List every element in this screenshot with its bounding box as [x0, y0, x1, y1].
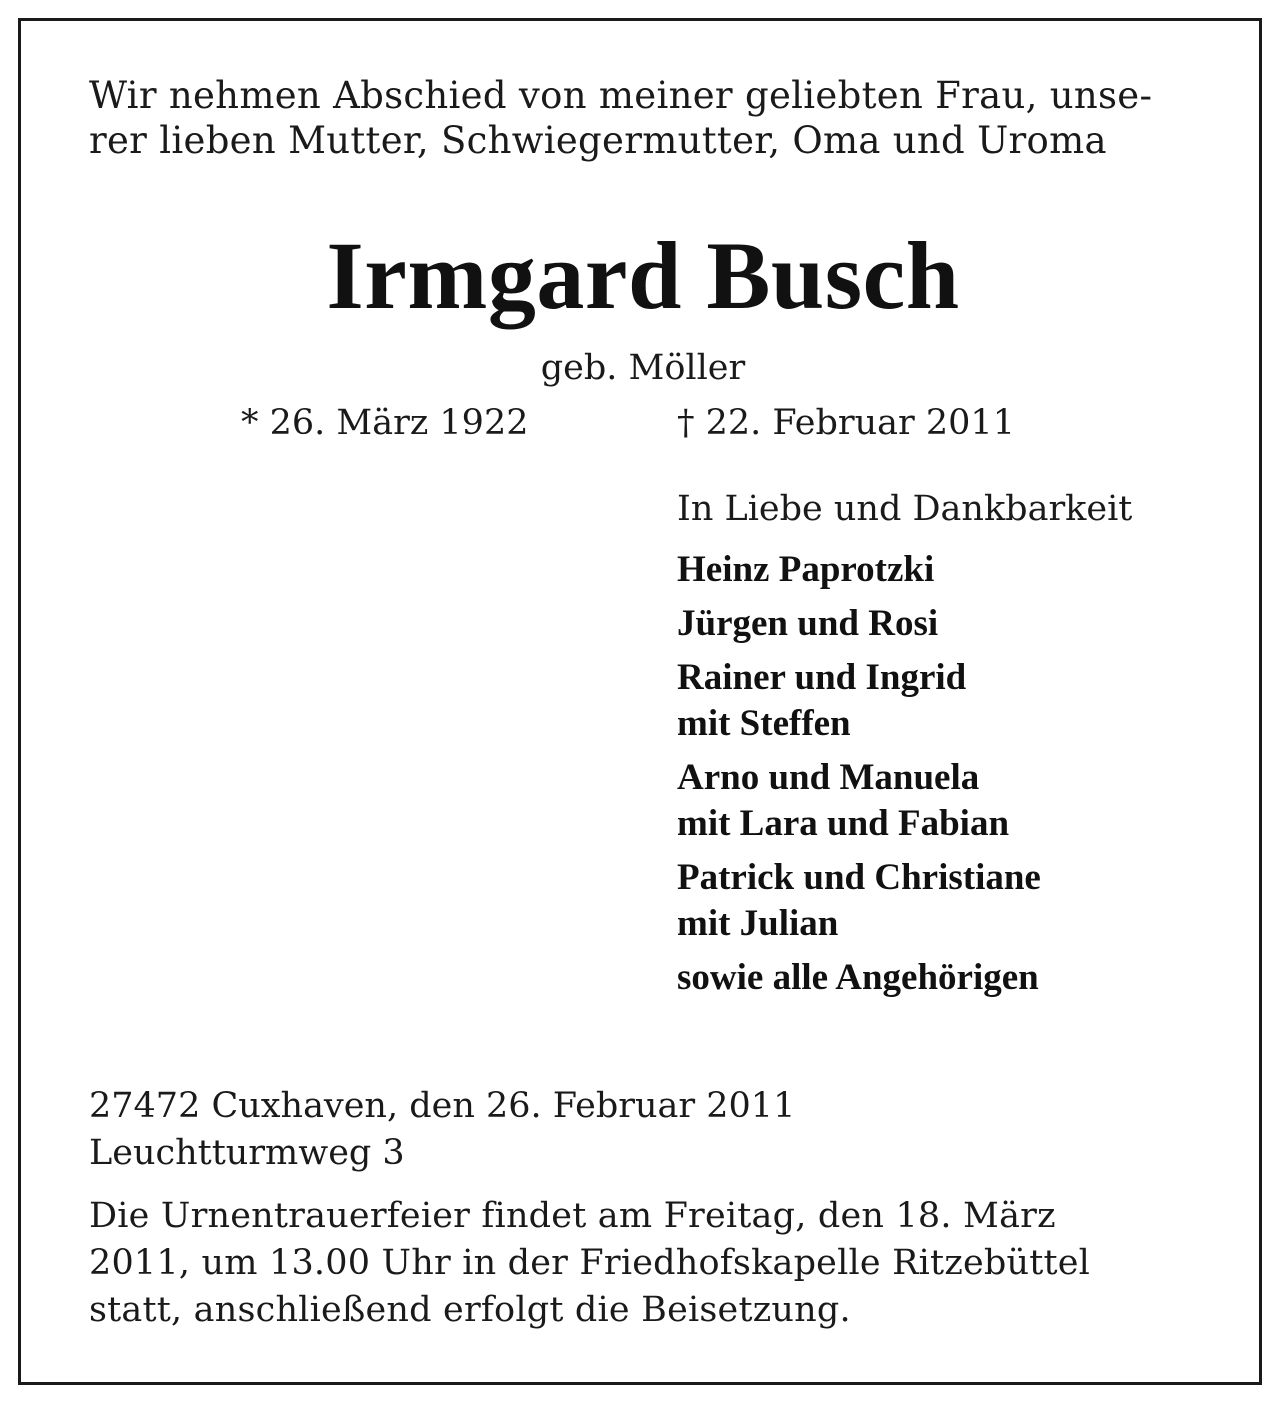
ceremony-line: 2011, um 13.00 Uhr in der Friedhofskapelle Ritzebüttel — [89, 1243, 1091, 1283]
mourner-group — [677, 601, 1237, 647]
address: Leuchtturmweg 3 — [89, 1133, 405, 1173]
mourner-line: Jürgen und Rosi — [677, 603, 939, 644]
mourner-line: sowie alle Angehörigen — [677, 957, 1039, 998]
mourner-line: mit Lara und Fabian — [677, 803, 1010, 844]
maiden-name: geb. Möller — [540, 348, 746, 388]
mourner-group — [677, 655, 1237, 747]
mourners-list — [677, 487, 1237, 1009]
mourner-line: Arno und Manuela — [677, 757, 980, 798]
intro-text — [89, 73, 1209, 163]
mourner-group — [677, 547, 1237, 593]
intro-line: rer lieben Mutter, Schwiegermutter, Oma und Uroma — [89, 119, 1107, 162]
birth-date: * 26. März 1922 — [241, 403, 529, 443]
mourner-line: Rainer und Ingrid — [677, 657, 967, 698]
love-line: In Liebe und Dankbarkeit — [677, 489, 1133, 529]
obituary-notice — [18, 18, 1262, 1385]
place-date: 27472 Cuxhaven, den 26. Februar 2011 — [89, 1086, 796, 1126]
ceremony-info — [89, 1193, 1209, 1334]
mourner-group — [677, 955, 1237, 1001]
mourner-line: Heinz Paprotzki — [677, 549, 935, 590]
ceremony-line: statt, anschließend erfolgt die Beisetzung. — [89, 1290, 851, 1330]
mourner-group — [677, 855, 1237, 947]
ceremony-line: Die Urnentrauerfeier findet am Freitag, den 18. März — [89, 1196, 1056, 1236]
intro-line: Wir nehmen Abschied von meiner geliebten Frau, unse- — [89, 74, 1153, 117]
mourner-group — [677, 755, 1237, 847]
death-date: † 22. Februar 2011 — [677, 403, 1015, 443]
place-and-address — [89, 1083, 795, 1177]
mourner-line: mit Julian — [677, 903, 839, 944]
mourner-line: mit Steffen — [677, 703, 851, 744]
mourner-line: Patrick und Christiane — [677, 857, 1041, 898]
deceased-name: Irmgard Busch — [326, 222, 960, 329]
